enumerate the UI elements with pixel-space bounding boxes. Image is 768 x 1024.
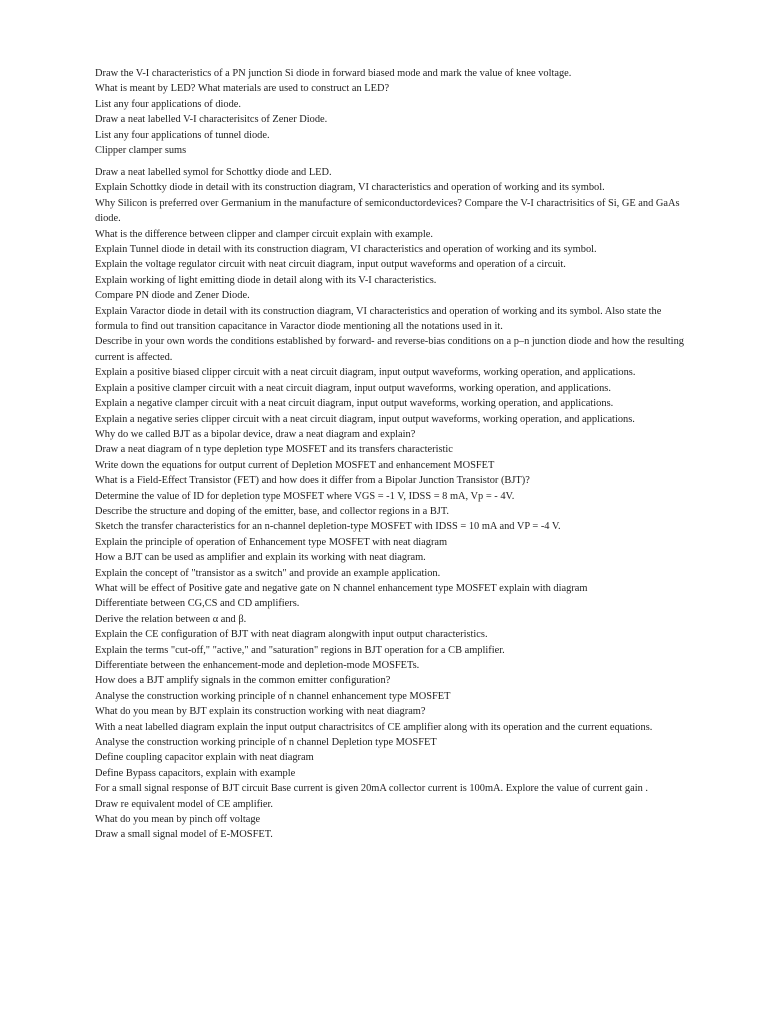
question-line: List any four applications of diode. — [95, 98, 242, 110]
question-line: Write down the equations for output current of Depletion MOSFET and enhancement MOSFET — [95, 459, 495, 471]
question-line: Compare PN diode and Zener Diode. — [95, 290, 250, 302]
question-line: Analyse the construction working principle of n channel Depletion type MOSFET — [95, 737, 437, 749]
question-line: Define coupling capacitor explain with neat diagram — [95, 752, 314, 764]
question-line: Sketch the transfer characteristics for an n-channel depletion-type MOSFET with IDSS = 10 mA and VP = -4 V. — [95, 521, 561, 533]
question-line: For a small signal response of BJT circuit Base current is given 20mA collector current is 100mA. Explore the value of current gain . — [95, 783, 648, 795]
question-line: Clipper clamper sums — [95, 145, 187, 157]
question-block-1 — [95, 66, 685, 158]
question-line: Describe the structure and doping of the emitter, base, and collector regions in a BJT. — [95, 505, 450, 517]
question-line: Define Bypass capacitors, explain with example — [95, 767, 296, 779]
question-line: Explain a positive biased clipper circuit with a neat circuit diagram, input output waveforms, working operation, and applications. — [95, 367, 636, 379]
question-line: With a neat labelled diagram explain the input output charactrisitcs of CE amplifier along with its operation and the current equations. — [95, 721, 653, 733]
question-line: List any four applications of tunnel diode. — [95, 129, 270, 141]
question-line: Draw re equivalent model of CE amplifier. — [95, 798, 274, 810]
question-line: How a BJT can be used as amplifier and explain its working with neat diagram. — [95, 552, 426, 564]
question-line: What do you mean by BJT explain its construction working with neat diagram? — [95, 706, 426, 718]
question-line: What do you mean by pinch off voltage — [95, 814, 261, 826]
question-line: Draw a neat diagram of n type depletion type MOSFET and its transfers characteristic — [95, 444, 453, 456]
question-line: Explain the principle of operation of Enhancement type MOSFET with neat diagram — [95, 536, 448, 548]
question-line: Explain a negative series clipper circuit with a neat circuit diagram, input output waveforms, working operation, and applications. — [95, 413, 635, 425]
question-line: Explain working of light emitting diode in detail along with its V-I characteristics. — [95, 274, 437, 286]
question-line: Explain the voltage regulator circuit with neat circuit diagram, input output waveforms and operation of a circuit. — [95, 259, 566, 271]
question-line: What will be effect of Positive gate and negative gate on N channel enhancement type MOSFET explain with diagram — [95, 582, 588, 594]
question-line: Differentiate between the enhancement-mode and depletion-mode MOSFETs. — [95, 660, 420, 671]
question-line: Draw a neat labelled symol for Schottky diode and LED. — [95, 167, 332, 178]
question-line: Why do we called BJT as a bipolar device, draw a neat diagram and explain? — [95, 428, 416, 440]
question-line: Explain a negative clamper circuit with a neat circuit diagram, input output waveforms, working operation, and applications. — [95, 398, 614, 410]
question-line: Explain Schottky diode in detail with its construction diagram, VI characteristics and operation of working and its symbol. — [95, 182, 605, 194]
question-line: Draw the V-I characteristics of a PN junction Si diode in forward biased mode and mark the value of knee voltage. — [95, 68, 572, 79]
question-line: What is the difference between clipper and clamper circuit explain with example. — [95, 228, 433, 240]
question-line: What is meant by LED? What materials are used to construct an LED? — [95, 83, 390, 95]
question-line: Explain a positive clamper circuit with a neat circuit diagram, input output waveforms, working operation, and applications. — [95, 382, 611, 394]
question-line: How does a BJT amplify signals in the common emitter configuration? — [95, 675, 391, 687]
question-line: Draw a neat labelled V-I characterisitcs of Zener Diode. — [95, 114, 328, 126]
question-line: Why Silicon is preferred over Germanium in the manufacture of semiconductordevices? Compare the V-I charactrisitics of Si, GE and GaAs diode. — [95, 197, 680, 225]
question-line: Describe in your own words the conditions established by forward- and reverse-bias conditions on a p–n junction diode and how the resulting current is affected. — [95, 336, 684, 363]
question-line: Analyse the construction working principle of n channel enhancement type MOSFET — [95, 690, 451, 702]
question-line: Draw a small signal model of E-MOSFET. — [95, 829, 273, 841]
question-line: Explain the concept of "transistor as a switch" and provide an example application. — [95, 567, 441, 579]
question-line: Differentiate between CG,CS and CD amplifiers. — [95, 598, 300, 610]
question-line: Explain Varactor diode in detail with its construction diagram, VI characteristics and operation of working and its symbol. Also state the formula to find out transition capacitance in Varactor diode mentioning all the notations used in it. — [95, 305, 662, 333]
question-line: Explain the terms "cut-off," "active," and "saturation" regions in BJT operation for a CB amplifier. — [95, 644, 505, 656]
question-line: Explain Tunnel diode in detail with its construction diagram, VI characteristics and operation of working and its symbol. — [95, 244, 597, 256]
question-block-2 — [95, 165, 685, 843]
question-line: Derive the relation between α and β. — [95, 613, 247, 625]
question-line: Determine the value of ID for depletion type MOSFET where VGS = -1 V, IDSS = 8 mA, Vp = - 4V. — [95, 490, 515, 502]
question-line: Explain the CE configuration of BJT with neat diagram alongwith input output characteristics. — [95, 629, 488, 641]
question-line: What is a Field-Effect Transistor (FET) and how does it differ from a Bipolar Junction Transistor (BJT)? — [95, 475, 530, 487]
